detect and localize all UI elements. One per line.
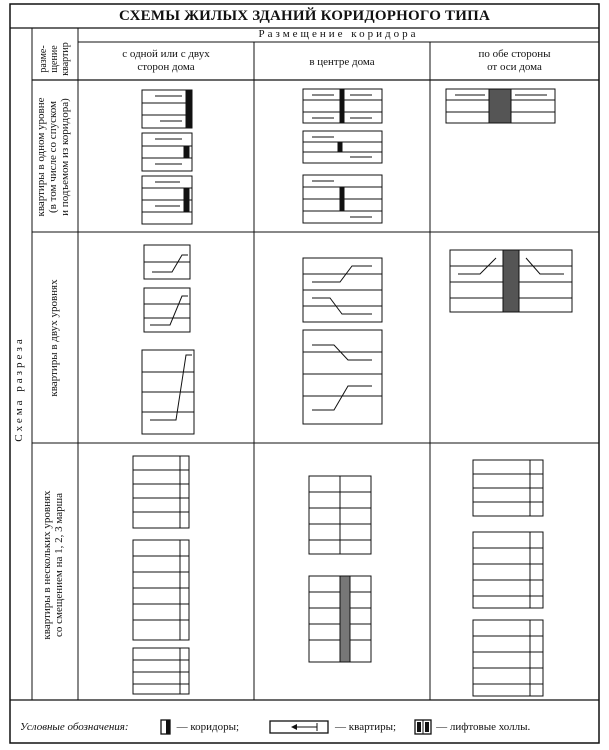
legend-caption: Условные обозначения: (20, 721, 129, 733)
scheme-two-levels-center-2 (303, 330, 382, 424)
scheme-one-level-center-2 (303, 131, 382, 163)
lift-hall-symbol-icon (414, 719, 432, 735)
legend-corridors-text: — коридоры; (176, 721, 240, 733)
row-label-one-level: квартиры в одном уровне (в том числе со спуском и подъемом из коридора) (35, 97, 71, 217)
row-label-two-levels: квартиры в двух уровнях (48, 279, 60, 397)
row-label-multi-level: квартиры в нескольких уровнях со смещением на 1, 2, 3 марша (41, 490, 65, 640)
page-title: СХЕМЫ ЖИЛЫХ ЗДАНИЙ КОРИДОРНОГО ТИПА (118, 7, 491, 24)
scheme-two-levels-side-3 (142, 350, 194, 434)
scheme-multi-level-both-3 (473, 620, 543, 696)
scheme-one-level-center-1 (303, 89, 382, 123)
scheme-multi-level-side-2 (133, 540, 189, 640)
scheme-one-level-center-3 (303, 175, 382, 223)
scheme-multi-level-center-2 (309, 576, 371, 662)
scheme-one-level-side-1 (142, 90, 192, 128)
scheme-one-level-side-2 (142, 133, 192, 171)
column-header-both-sides: по обе стороны от оси дома (478, 48, 551, 73)
scheme-two-levels-side-1 (144, 245, 190, 279)
legend-corridors (159, 719, 239, 735)
legend (20, 712, 600, 742)
column-header-one-side: с одной или с двух сторон дома (122, 48, 210, 73)
scheme-multi-level-side-3 (133, 648, 189, 694)
scheme-one-level-both-1 (446, 89, 555, 123)
legend-lift-halls (414, 719, 530, 735)
scheme-multi-level-center-1 (309, 476, 371, 554)
left-header-label: Схема разреза (13, 336, 25, 442)
column-header-center: в центре дома (309, 56, 375, 68)
legend-lift-halls-text: — лифтовые холлы. (436, 721, 531, 733)
apartment-symbol-icon (269, 719, 331, 735)
scheme-two-levels-both-1 (450, 250, 572, 312)
corridor-header-label: Размещение коридора (258, 28, 419, 40)
legend-apartments (269, 719, 396, 735)
legend-apartments-text: — квартиры; (335, 721, 397, 733)
scheme-two-levels-side-2 (144, 288, 190, 332)
scheme-multi-level-both-1 (473, 460, 543, 516)
scheme-one-level-side-3 (142, 176, 192, 224)
scheme-multi-level-both-2 (473, 532, 543, 608)
scheme-multi-level-side-1 (133, 456, 189, 528)
placement-header-label: разме- щение квартир (38, 42, 71, 76)
corridor-symbol-icon (159, 719, 173, 735)
scheme-two-levels-center-1 (303, 258, 382, 322)
